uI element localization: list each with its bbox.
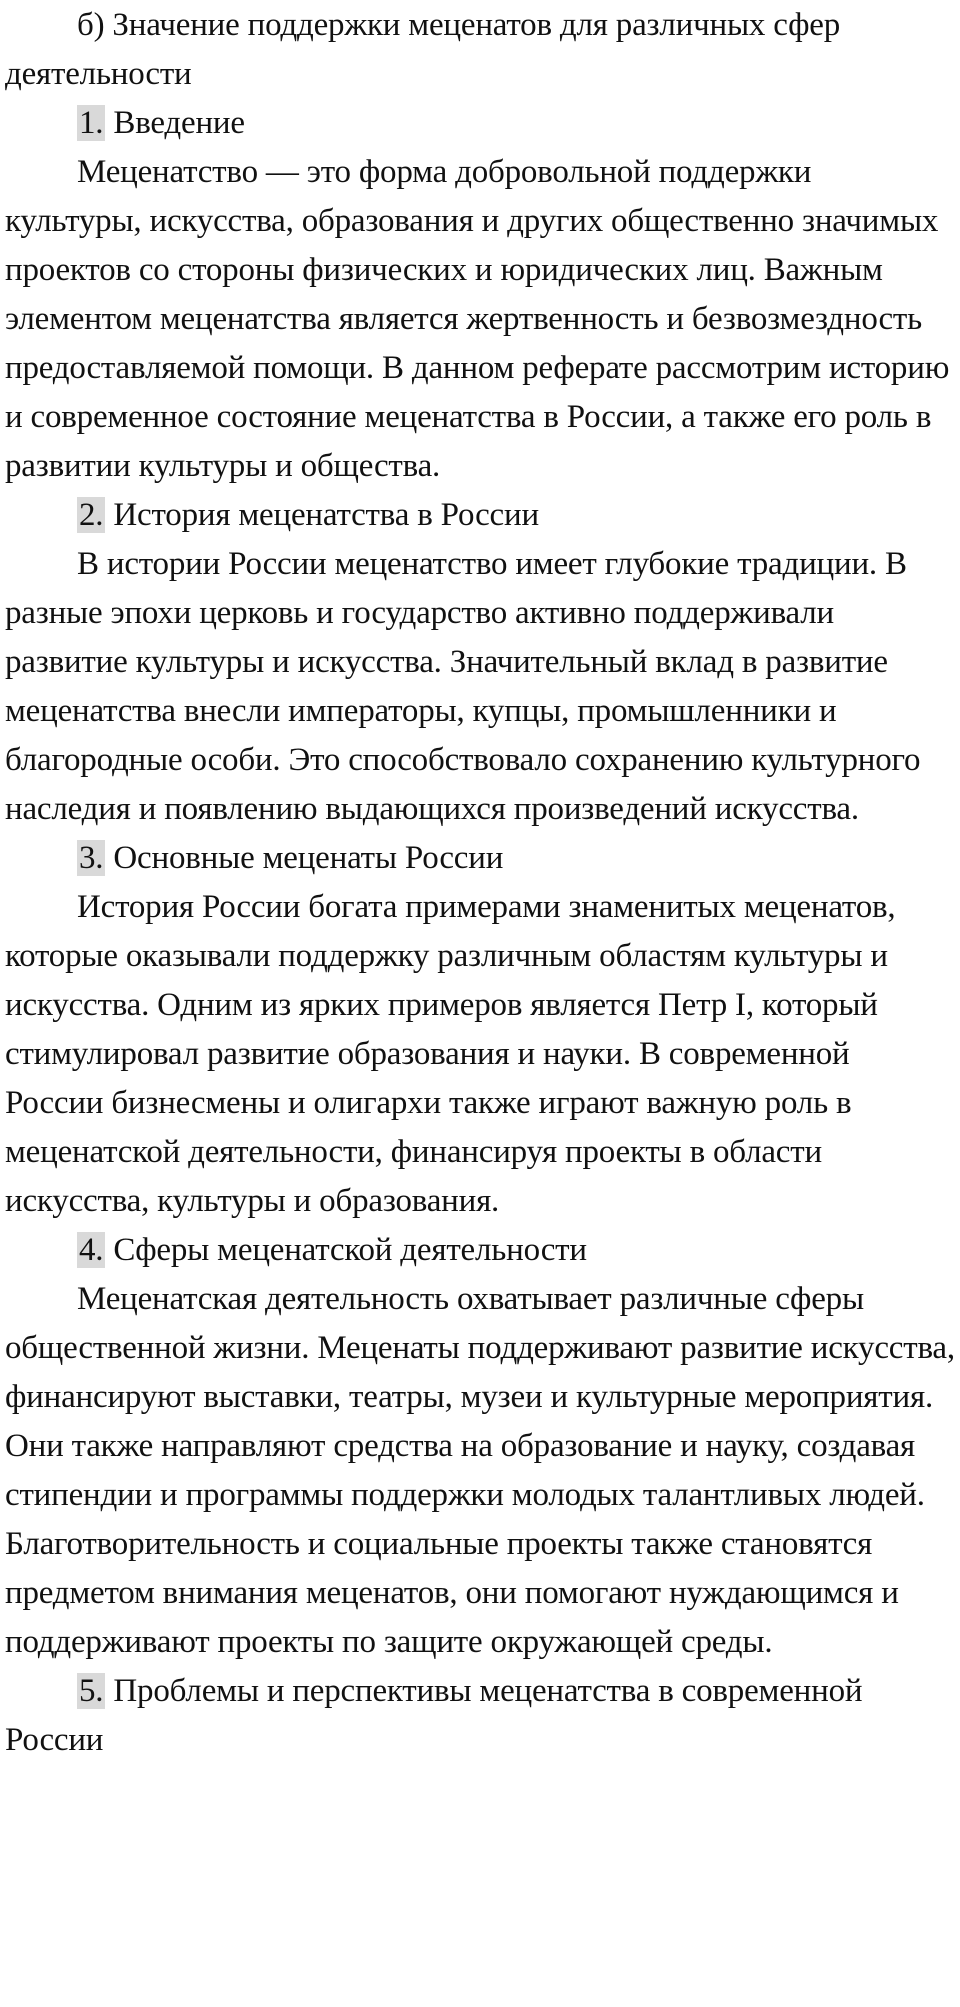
document-title: б) Значение поддержки меценатов для различных сфер деятельности — [5, 7, 841, 92]
section-number: 5. — [79, 1673, 104, 1709]
section-heading — [5, 99, 955, 148]
section-heading — [5, 491, 955, 540]
document-body — [5, 1, 955, 1765]
section-title: Введение — [113, 105, 245, 141]
section-title: Проблемы и перспективы меценатства в современной России — [5, 1673, 863, 1758]
paragraph: В истории России меценатство имеет глубокие традиции. В разные эпохи церковь и государство активно поддерживали развитие культуры и искусства. Значительный вклад в развитие меценатства внесли императоры, купцы, промышленники и благородные особи. Это способствовало сохранению культурного наследия и появлению выдающихся произведений искусства. — [5, 546, 921, 827]
section-number: 2. — [79, 497, 104, 533]
section-number: 4. — [79, 1232, 104, 1268]
paragraph: Благотворительность и социальные проекты также становятся предметом внимания меценатов, они помогают нуждающимся и поддерживают проекты по защите окружающей среды. — [5, 1526, 899, 1660]
section-title: История меценатства в России — [113, 497, 539, 533]
paragraph: История России богата примерами знаменитых меценатов, которые оказывали поддержку различным областям культуры и искусства. Одним из ярких примеров является Петр I, который стимулировал развитие образования и науки. В современной России бизнесмены и олигархи также играют важную роль в меценатской деятельности, финансируя проекты в области искусства, культуры и образования. — [5, 889, 896, 1219]
section-heading — [5, 1226, 955, 1275]
section-title: Сферы меценатской деятельности — [113, 1232, 587, 1268]
section-number: 3. — [79, 840, 104, 876]
paragraph: Меценатская деятельность охватывает различные сферы общественной жизни. Меценаты поддерживают развитие искусства, финансируют выставки, театры, музеи и культурные мероприятия. Они также направляют средства на образование и науку, создавая стипендии и программы поддержки молодых талантливых людей. — [5, 1281, 955, 1513]
section-title: Основные меценаты России — [113, 840, 504, 876]
section-heading — [5, 1667, 955, 1765]
paragraph: Меценатство — это форма добровольной поддержки культуры, искусства, образования и других общественно значимых проектов со стороны физических и юридических лиц. Важным элементом меценатства является жертвенность и безвозмездность предоставляемой помощи. В данном реферате рассмотрим историю и современное состояние меценатства в России, а также его роль в развитии культуры и общества. — [5, 154, 950, 484]
section-number: 1. — [79, 105, 104, 141]
section-heading — [5, 834, 955, 883]
